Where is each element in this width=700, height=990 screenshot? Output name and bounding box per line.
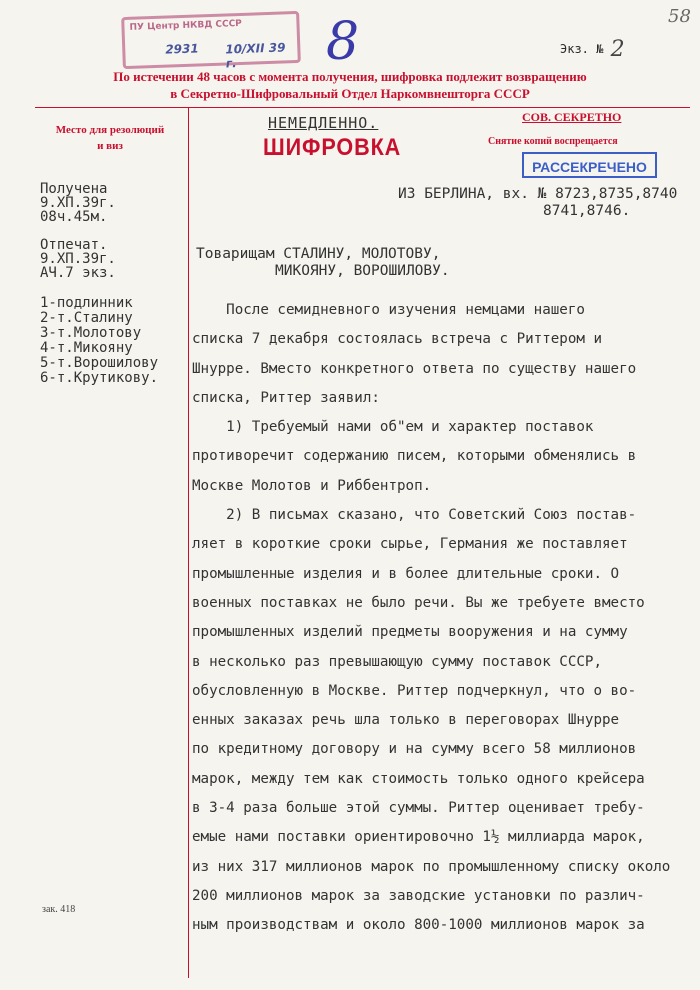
origin-line [398,186,677,220]
copy-label: Экз. № [560,42,604,56]
received-date: 9.XП.39г. [40,195,116,211]
body-line: обусловленную в Москве. Риттер подчеркнул, что о во- [192,682,637,699]
notice-line-1: По истечении 48 часов с момента получения, шифровка подлежит возвращению [113,69,587,84]
document-title: ШИФРОВКА [263,134,402,161]
body-line: промышленных изделий предметы вооружения и на сумму [192,624,628,641]
distribution-item: 5-т.Ворошилову [40,355,159,371]
distribution-item: 1-подлинник [40,295,133,311]
distribution-item: 4-т.Микояну [40,340,133,356]
copy-value: 2 [610,37,625,62]
origin-line-2: 8741,8746. [543,203,631,219]
stamp-date: 10/XII 39 г. [225,40,286,71]
header-divider [35,107,690,108]
sheet-number: 58 [668,6,691,27]
received-time: 08ч.45м. [40,209,108,225]
addressees [196,246,450,280]
message-body [192,296,694,941]
printed-copies: АЧ.7 экз. [40,265,116,281]
body-line: из них 317 миллионов марок по промышленному списку около [192,858,671,875]
printed-label: Отпечат. [40,237,108,253]
no-copy-notice: Снятие копий воспрещается [488,136,618,147]
body-line: ным производствам и около 800-1000 миллионов марок за [192,917,645,934]
distribution-item: 6-т.Крутикову. [40,370,159,386]
distribution-item: 3-т.Молотову [40,325,142,341]
resolution-line-2: и виз [97,140,123,152]
margin-divider [188,108,189,978]
body-line: 2) В письмах сказано, что Советский Союз постав- [192,507,637,524]
printed-date: 9.XП.39г. [40,251,116,267]
handwritten-mark: 8 [326,12,360,72]
addressees-line-2: МИКОЯНУ, ВОРОШИЛОВУ. [275,263,450,279]
resolution-area [35,122,185,154]
received-block [40,182,116,224]
distribution-item: 2-т.Сталину [40,310,133,326]
body-line: военных поставках не было речи. Вы же требуете вместо [192,594,645,611]
body-line: Шнурре. Вместо конкретного ответа по существу нашего [192,360,637,377]
body-line: После семидневного изучения немцами нашего [192,302,585,318]
body-line: 1) Требуемый нами об"ем и характер поставок [192,419,594,436]
body-line: по кредитному договору и на сумму всего 58 миллионов [192,741,637,758]
body-line: 200 миллионов марок за заводские установки по различ- [192,887,645,904]
notice-line-2: в Секретно-Шифровальный Отдел Наркомвнешторга СССР [170,86,530,101]
body-line: ляет в короткие сроки сырье, Германия же поставляет [192,536,628,553]
declassified-stamp: РАССЕКРЕЧЕНО [522,152,657,178]
copy-number [560,34,625,62]
stamp-number: 2931 [165,41,199,57]
secrecy-label: СОВ. СЕКРЕТНО [522,110,622,124]
addressees-line-1: Товарищам СТАЛИНУ, МОЛОТОВУ, [196,246,441,262]
body-line: списка, Риттер заявил: [192,389,380,406]
return-notice [30,68,670,102]
body-line: енных заказах речь шла только в переговорах Шнурре [192,712,620,729]
stamp-header: ПУ Центр НКВД СССР [129,18,243,33]
origin-line-1: ИЗ БЕРЛИНА, вх. № 8723,8735,8740 [398,186,678,202]
body-line: промышленные изделия и в более длительные сроки. О [192,565,620,582]
distribution-list [40,296,158,386]
printed-block [40,238,116,280]
registration-stamp [121,11,301,69]
body-line: списка 7 декабря состоялась встреча с Риттером и [192,331,602,348]
urgent-label: НЕМЕДЛЕННО. [268,114,379,132]
body-line: в несколько раз превышающую сумму поставок СССР, [192,653,602,670]
body-line: противоречит содержанию писем, которыми обменялись в [192,448,637,465]
body-line: марок, между тем как стоимость только одного крейсера [192,770,645,787]
body-line: в 3-4 раза больше этой суммы. Риттер оценивает требу- [192,800,645,817]
order-number: зак. 418 [42,904,76,915]
body-line: Москве Молотов и Риббентроп. [192,477,432,494]
body-line: емые нами поставки ориентировочно 1½ миллиарда марок, [192,829,645,846]
received-label: Получена [40,181,108,197]
resolution-line-1: Место для резолюций [55,124,165,136]
